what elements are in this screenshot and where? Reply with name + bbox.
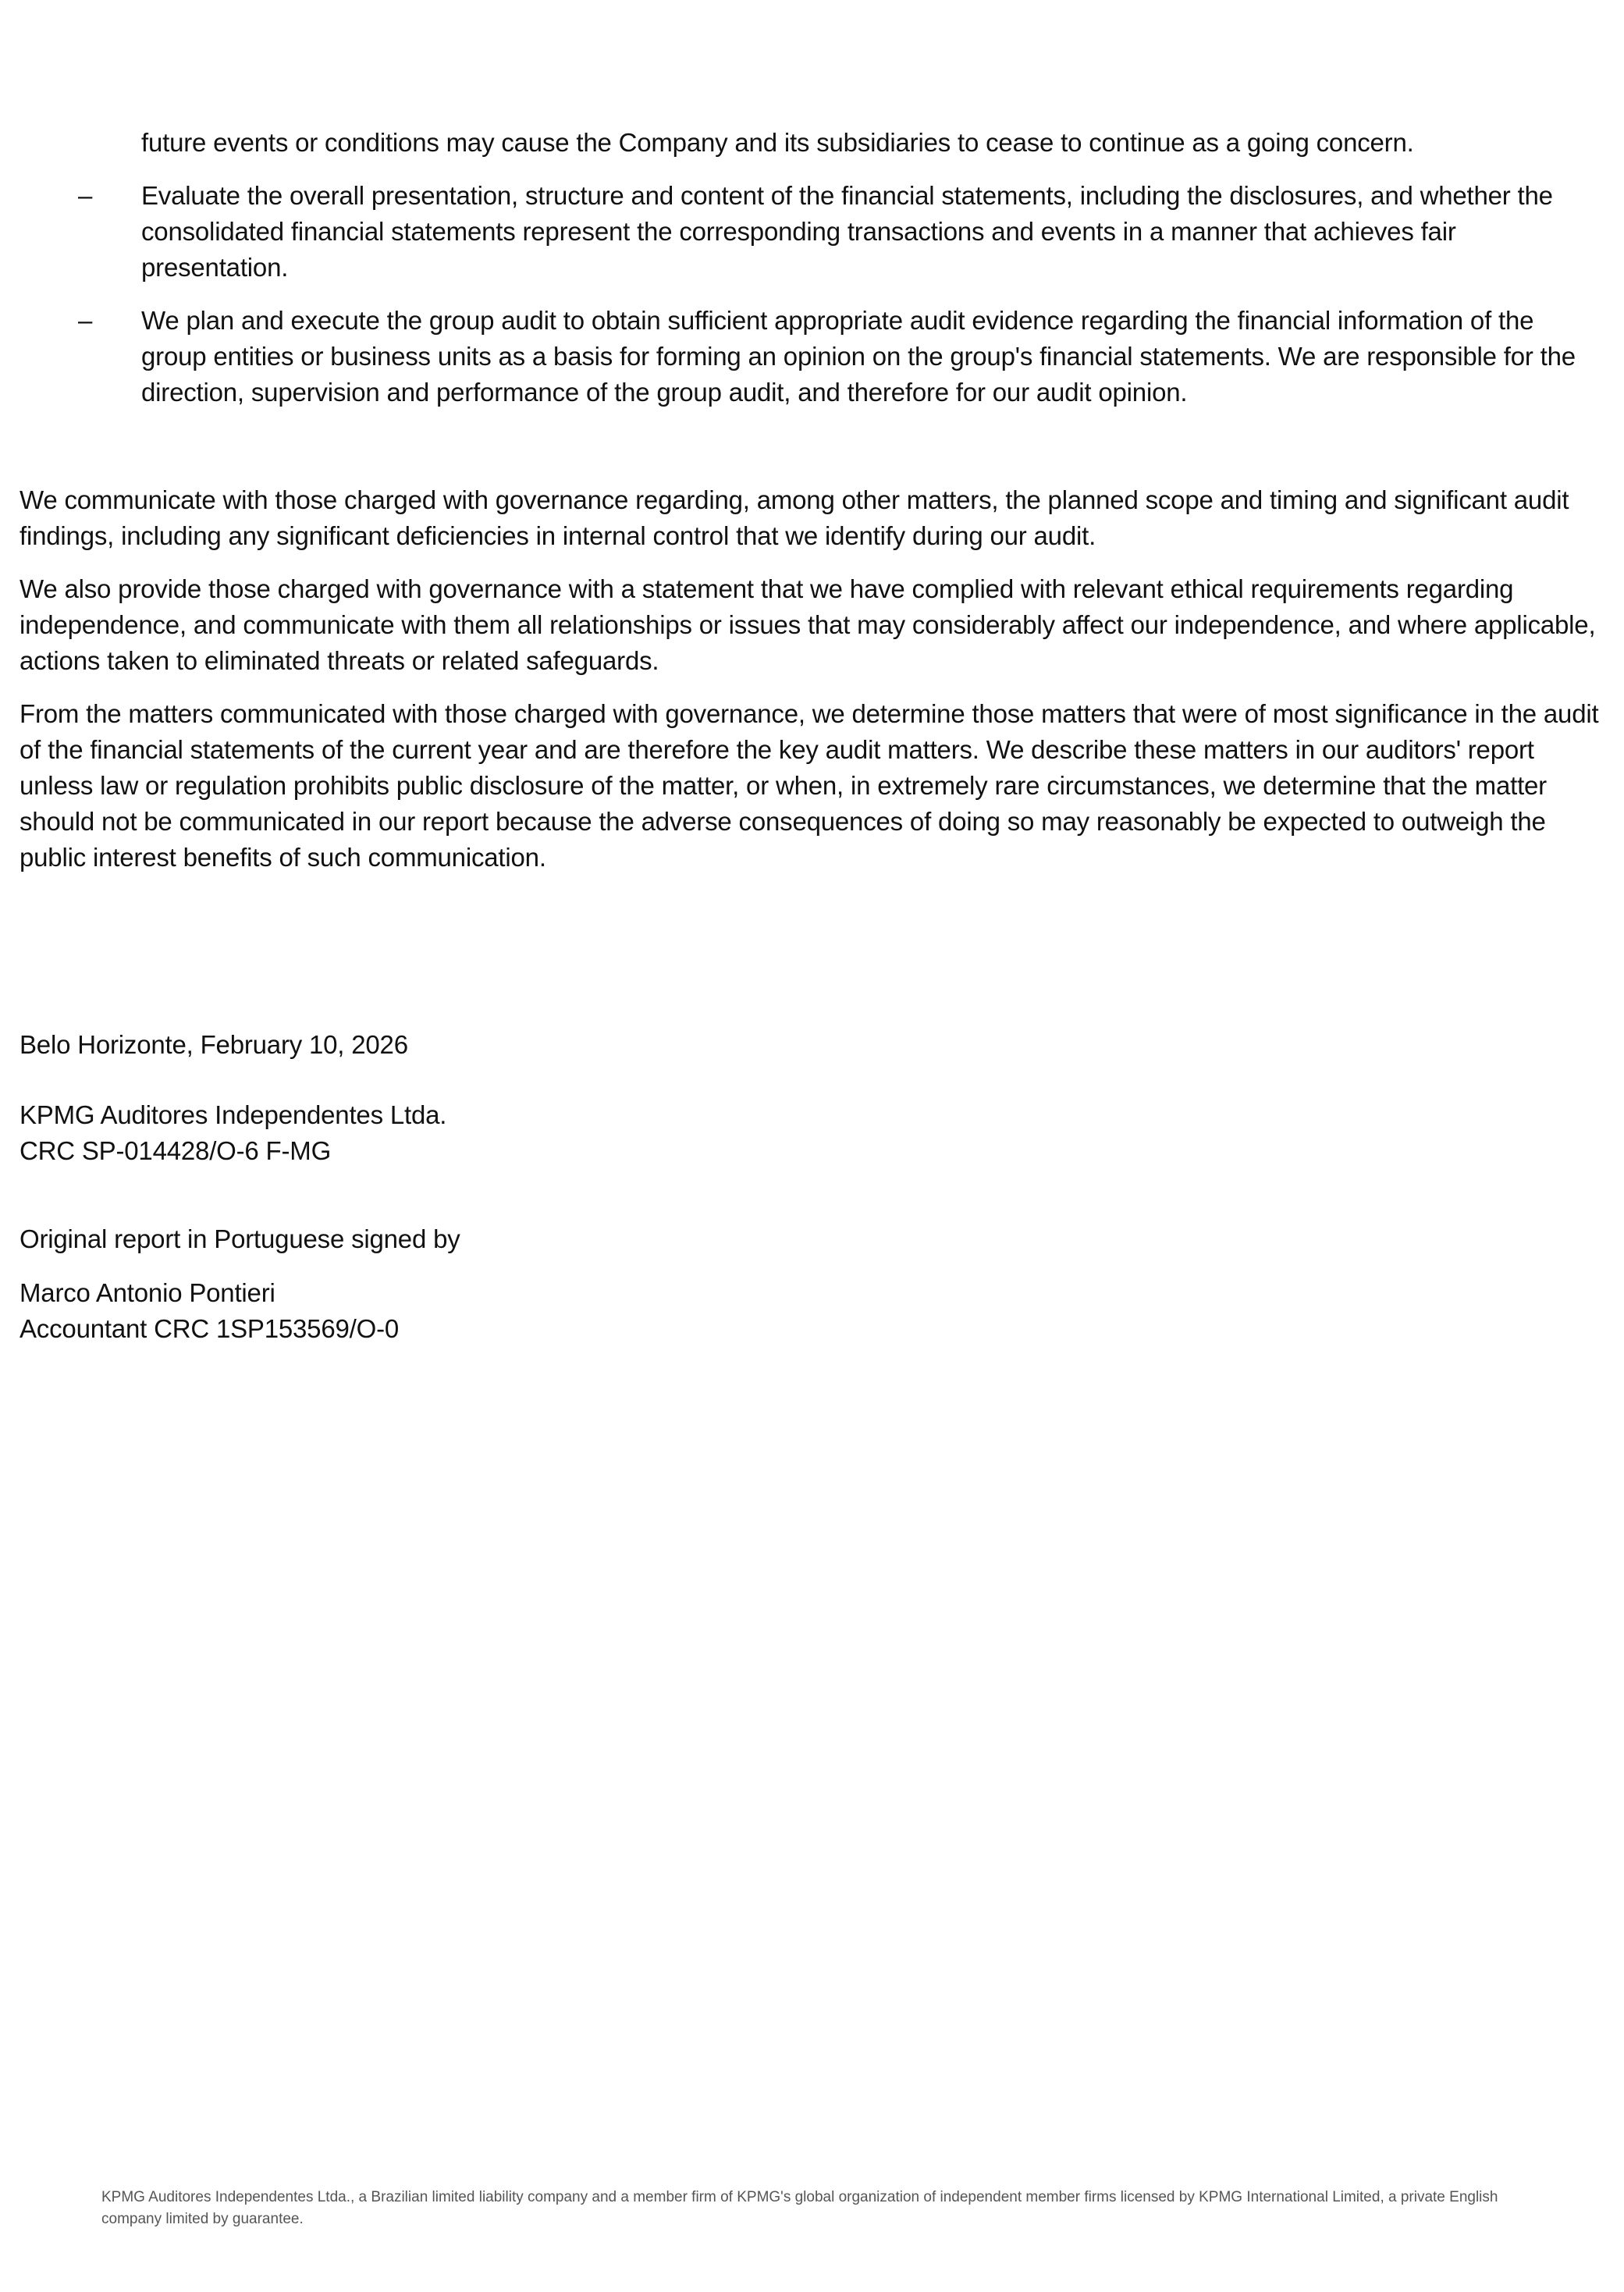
page-footer: KPMG Auditores Independentes Ltda., a Brazilian limited liability company and a member firm of KPMG's global organization of independent member firms licensed by KPMG International Limited, a private English company limited by guarantee.: [101, 2189, 1498, 2227]
firm-name: KPMG Auditores Independentes Ltda.: [20, 1100, 447, 1129]
paragraph-key-audit-matters: From the matters communicated with those charged with governance, we determine those matters that were of most significance in the audit of the financial statements of the current year and are therefore the key audit matters. We describe these matters in our auditors' report unless law or regulation prohibits public disclosure of the matter, or when, in extremely rare circumstances, we determine that the matter should not be communicated in our report because the adverse consequences of doing so may reasonably be expected to outweigh the public interest benefits of such communication.: [20, 699, 1599, 872]
dash-bullet-icon: –: [78, 306, 93, 335]
place-date: Belo Horizonte, February 10, 2026: [20, 1030, 408, 1059]
paragraph-governance-communication: We communicate with those charged with governance regarding, among other matters, the planned scope and timing and significant audit findings, including any significant deficiencies in internal control that we identify during our audit.: [20, 485, 1569, 550]
dash-bullet-icon: –: [78, 181, 93, 210]
bullet-text: We plan and execute the group audit to obtain sufficient appropriate audit evidence regarding the financial information of the group entities or business units as a basis for forming an opinion on the group's financial statements. We are responsible for the direction, supervision and performance of the group audit, and therefore for our audit opinion.: [141, 306, 1576, 407]
continuation-text: future events or conditions may cause the Company and its subsidiaries to cease to continue as a going concern.: [141, 128, 1414, 157]
signer-name: Marco Antonio Pontieri: [20, 1278, 275, 1307]
original-report-note: Original report in Portuguese signed by: [20, 1224, 460, 1253]
paragraph-independence-statement: We also provide those charged with governance with a statement that we have complied with relevant ethical requirements regarding independence, and communicate with them all relationships or issues that may considerably affect our independence, and where applicable, actions taken to eliminated threats or related safeguards.: [20, 574, 1596, 675]
signer-crc: Accountant CRC 1SP153569/O-0: [20, 1314, 400, 1343]
body-paragraphs: [20, 482, 1604, 893]
firm-crc: CRC SP-014428/O-6 F-MG: [20, 1136, 332, 1165]
bullet-item: [0, 178, 1593, 286]
bullet-text: Evaluate the overall presentation, structure and content of the financial statements, including the disclosures, and whether the consolidated financial statements represent the corresponding transactions and events in a manner that achieves fair presentation.: [141, 181, 1553, 282]
bullet-list: [0, 178, 1624, 428]
bullet-item: [0, 303, 1593, 410]
